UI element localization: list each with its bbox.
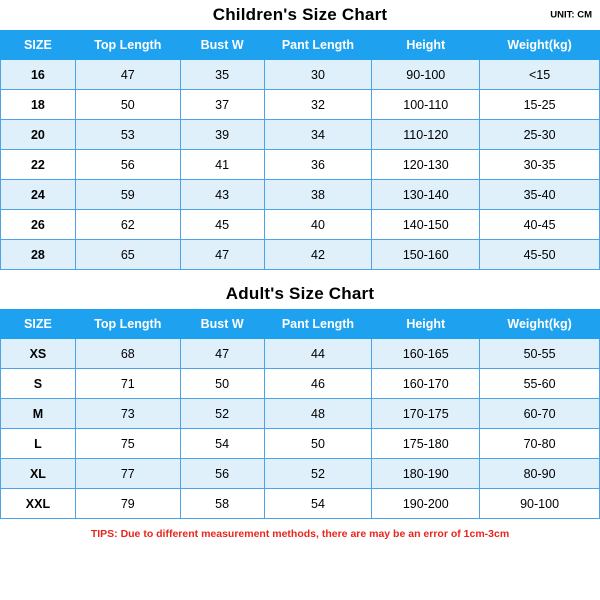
cell-bust-w: 43: [180, 180, 264, 210]
table-row: [1, 150, 600, 180]
table-row: [1, 399, 600, 429]
table-row: [1, 369, 600, 399]
cell-pant-length: 50: [264, 429, 372, 459]
cell-size: 18: [1, 90, 76, 120]
cell-height: 110-120: [372, 120, 480, 150]
table-row: [1, 90, 600, 120]
cell-top-length: 79: [75, 489, 180, 519]
cell-size: 20: [1, 120, 76, 150]
column-header-bust-w: Bust W: [180, 31, 264, 60]
cell-height: 90-100: [372, 60, 480, 90]
cell-bust-w: 50: [180, 369, 264, 399]
table-row: [1, 339, 600, 369]
cell-height: 120-130: [372, 150, 480, 180]
cell-top-length: 56: [75, 150, 180, 180]
cell-size: XXL: [1, 489, 76, 519]
children-table-header-row: [1, 31, 600, 60]
column-header-height: Height: [372, 31, 480, 60]
cell-pant-length: 36: [264, 150, 372, 180]
cell-top-length: 53: [75, 120, 180, 150]
column-header-size: SIZE: [1, 31, 76, 60]
cell-height: 190-200: [372, 489, 480, 519]
cell-weight: 55-60: [480, 369, 600, 399]
cell-bust-w: 41: [180, 150, 264, 180]
cell-weight: 60-70: [480, 399, 600, 429]
table-row: [1, 240, 600, 270]
cell-height: 150-160: [372, 240, 480, 270]
cell-height: 100-110: [372, 90, 480, 120]
cell-bust-w: 47: [180, 339, 264, 369]
cell-height: 170-175: [372, 399, 480, 429]
children-chart-title: Children's Size Chart: [212, 5, 388, 24]
cell-weight: 50-55: [480, 339, 600, 369]
cell-weight: 30-35: [480, 150, 600, 180]
cell-pant-length: 32: [264, 90, 372, 120]
cell-height: 140-150: [372, 210, 480, 240]
cell-weight: 90-100: [480, 489, 600, 519]
cell-weight: 15-25: [480, 90, 600, 120]
cell-size: 16: [1, 60, 76, 90]
cell-bust-w: 52: [180, 399, 264, 429]
adults-size-table: [0, 309, 600, 519]
cell-bust-w: 58: [180, 489, 264, 519]
cell-top-length: 71: [75, 369, 180, 399]
cell-pant-length: 48: [264, 399, 372, 429]
adults-chart-title-row: [0, 279, 600, 309]
column-header-weight: Weight(kg): [480, 310, 600, 339]
table-row: [1, 489, 600, 519]
column-header-top-length: Top Length: [75, 310, 180, 339]
cell-top-length: 47: [75, 60, 180, 90]
column-header-pant-length: Pant Length: [264, 31, 372, 60]
cell-pant-length: 54: [264, 489, 372, 519]
column-header-size: SIZE: [1, 310, 76, 339]
table-row: [1, 180, 600, 210]
cell-bust-w: 35: [180, 60, 264, 90]
cell-top-length: 73: [75, 399, 180, 429]
cell-bust-w: 39: [180, 120, 264, 150]
cell-pant-length: 42: [264, 240, 372, 270]
column-header-height: Height: [372, 310, 480, 339]
cell-pant-length: 44: [264, 339, 372, 369]
cell-size: M: [1, 399, 76, 429]
children-size-chart: [0, 0, 600, 270]
column-header-pant-length: Pant Length: [264, 310, 372, 339]
cell-weight: 45-50: [480, 240, 600, 270]
cell-weight: 25-30: [480, 120, 600, 150]
cell-height: 130-140: [372, 180, 480, 210]
cell-bust-w: 45: [180, 210, 264, 240]
children-size-table: [0, 30, 600, 270]
cell-weight: 35-40: [480, 180, 600, 210]
cell-height: 180-190: [372, 459, 480, 489]
cell-bust-w: 47: [180, 240, 264, 270]
cell-top-length: 62: [75, 210, 180, 240]
cell-top-length: 68: [75, 339, 180, 369]
tips-note: TIPS: Due to different measurement methods, there are may be an error of 1cm-3cm: [90, 528, 510, 540]
cell-top-length: 75: [75, 429, 180, 459]
cell-pant-length: 38: [264, 180, 372, 210]
column-header-bust-w: Bust W: [180, 310, 264, 339]
unit-label: UNIT: CM: [550, 9, 592, 21]
cell-size: 22: [1, 150, 76, 180]
cell-pant-length: 30: [264, 60, 372, 90]
cell-weight: <15: [480, 60, 600, 90]
cell-pant-length: 46: [264, 369, 372, 399]
cell-height: 160-165: [372, 339, 480, 369]
cell-top-length: 77: [75, 459, 180, 489]
cell-bust-w: 54: [180, 429, 264, 459]
table-row: [1, 459, 600, 489]
cell-top-length: 65: [75, 240, 180, 270]
cell-size: 28: [1, 240, 76, 270]
cell-size: 26: [1, 210, 76, 240]
table-row: [1, 60, 600, 90]
cell-top-length: 59: [75, 180, 180, 210]
cell-size: S: [1, 369, 76, 399]
cell-pant-length: 34: [264, 120, 372, 150]
table-row: [1, 120, 600, 150]
column-header-top-length: Top Length: [75, 31, 180, 60]
adults-chart-title: Adult's Size Chart: [225, 284, 375, 303]
cell-height: 175-180: [372, 429, 480, 459]
cell-size: XL: [1, 459, 76, 489]
table-row: [1, 210, 600, 240]
cell-size: XS: [1, 339, 76, 369]
adults-size-chart: [0, 279, 600, 519]
cell-size: 24: [1, 180, 76, 210]
cell-size: L: [1, 429, 76, 459]
cell-top-length: 50: [75, 90, 180, 120]
cell-bust-w: 56: [180, 459, 264, 489]
children-chart-title-row: [0, 0, 600, 30]
cell-pant-length: 52: [264, 459, 372, 489]
cell-pant-length: 40: [264, 210, 372, 240]
table-row: [1, 429, 600, 459]
adults-table-header-row: [1, 310, 600, 339]
cell-bust-w: 37: [180, 90, 264, 120]
cell-weight: 80-90: [480, 459, 600, 489]
cell-weight: 70-80: [480, 429, 600, 459]
cell-weight: 40-45: [480, 210, 600, 240]
column-header-weight: Weight(kg): [480, 31, 600, 60]
cell-height: 160-170: [372, 369, 480, 399]
section-divider: [0, 270, 600, 279]
